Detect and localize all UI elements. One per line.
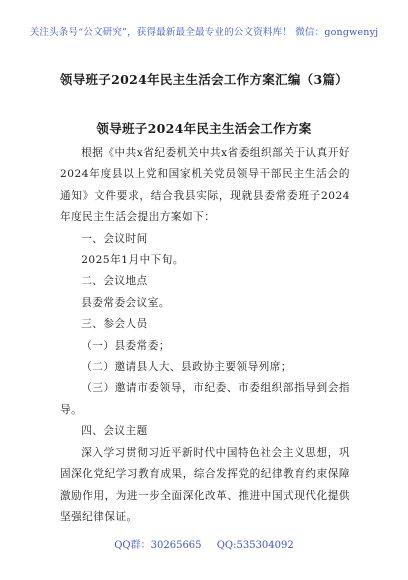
heading-meeting-location: 二、会议地点: [81, 275, 148, 288]
document-title: 领导班子2024年民主生活会工作方案汇编（3篇）: [59, 72, 349, 87]
meeting-location-value: 县委常委会议室。: [81, 296, 170, 309]
participant-item-3: （三）邀请市委领导，市纪委、市委组织部指导到会指导。: [60, 382, 350, 416]
contact-footer: [0, 536, 408, 551]
heading-participants: 三、参会人员: [81, 318, 148, 331]
section-title: 领导班子2024年民主生活会工作方案: [96, 121, 312, 136]
heading-meeting-theme: 四、会议主题: [81, 425, 148, 438]
participant-item-2: （二）邀请县人大、县政协主要领导列席；: [81, 361, 292, 374]
qq-group-text: QQ群：30265665: [114, 540, 202, 551]
promo-banner: 关注头条号“公文研究”，获得最新最全最专业的公文资料库！ 微信：gongwenyj: [29, 27, 379, 38]
meeting-time-value: 2025年1月中下旬。: [81, 254, 184, 267]
qq-text: QQ:535304092: [216, 540, 294, 551]
intro-paragraph: 根据《中共x省纪委机关中共x省委组织部关于认真开好2024年度县以上党和国家机关党员领导干部民主生活会的通知》文件要求，结合我县实际，现就县委常委班子2024年度民主生活会提出方案如下：: [60, 147, 350, 224]
participant-item-1: （一）县委常委；: [81, 339, 170, 352]
meeting-theme-paragraph: 深入学习贯彻习近平新时代中国特色社会主义思想，巩固深化党纪学习教育成果，综合发挥党的纪律教育约束保障激励作用，为进一步全面深化改革、推进中国式现代化提供坚强纪律保证。: [60, 446, 350, 523]
heading-meeting-time: 一、会议时间: [81, 232, 148, 245]
document-body: [60, 143, 350, 528]
